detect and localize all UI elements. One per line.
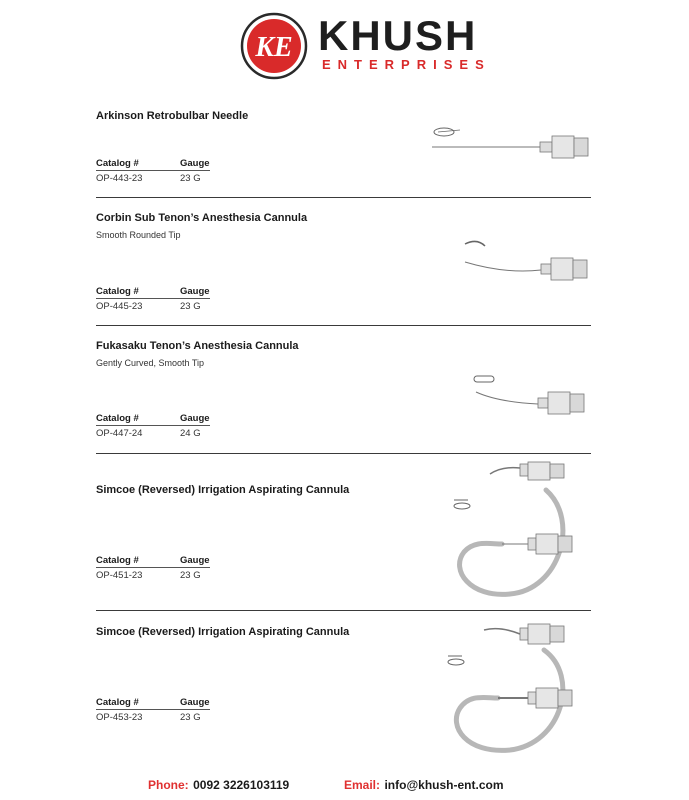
logo-emblem bbox=[240, 12, 308, 80]
product-title: Simcoe (Reversed) Irrigation Aspirating Cannula bbox=[96, 626, 350, 638]
product-title: Simcoe (Reversed) Irrigation Aspirating Cannula bbox=[96, 484, 350, 496]
gauge-header: Gauge bbox=[180, 158, 210, 169]
brand-name: KHUSH bbox=[318, 12, 478, 59]
catalog-number: OP-451-23 bbox=[96, 570, 143, 581]
footer-contact bbox=[0, 772, 689, 792]
section-divider bbox=[96, 325, 591, 326]
cannula-illustration bbox=[455, 236, 600, 286]
catalog-number: OP-453-23 bbox=[96, 712, 143, 723]
spec-values bbox=[96, 428, 210, 440]
product-title: Corbin Sub Tenon’s Anesthesia Cannula bbox=[96, 212, 308, 224]
gauge-value: 24 G bbox=[180, 428, 201, 439]
spec-header bbox=[96, 697, 210, 710]
email-line bbox=[344, 776, 504, 794]
catalog-header: Catalog # bbox=[96, 413, 139, 424]
gauge-value: 23 G bbox=[180, 570, 201, 581]
irrigation-cannula-illustration bbox=[440, 620, 600, 760]
gauge-header: Gauge bbox=[180, 697, 210, 708]
product-title: Fukasaku Tenon’s Anesthesia Cannula bbox=[96, 340, 299, 352]
section-divider bbox=[96, 197, 591, 198]
header bbox=[0, 0, 689, 90]
phone-label: Phone: bbox=[148, 778, 189, 792]
gauge-value: 23 G bbox=[180, 301, 201, 312]
email-address[interactable]: info@khush-ent.com bbox=[384, 778, 504, 792]
gauge-value: 23 G bbox=[180, 712, 201, 723]
spec-values bbox=[96, 570, 210, 582]
catalog-header: Catalog # bbox=[96, 555, 139, 566]
section-divider bbox=[96, 610, 591, 611]
product-subtitle: Smooth Rounded Tip bbox=[96, 230, 181, 240]
gauge-header: Gauge bbox=[180, 555, 210, 566]
catalog-number: OP-443-23 bbox=[96, 173, 143, 184]
irrigation-cannula-illustration bbox=[440, 460, 600, 608]
email-label: Email: bbox=[344, 778, 381, 792]
catalog-number: OP-445-23 bbox=[96, 301, 143, 312]
spec-values bbox=[96, 173, 210, 185]
catalog-number: OP-447-24 bbox=[96, 428, 143, 439]
product-subtitle: Gently Curved, Smooth Tip bbox=[96, 358, 205, 368]
phone-number[interactable]: 0092 3226103119 bbox=[193, 778, 290, 792]
spec-header bbox=[96, 286, 210, 299]
brand-subtitle: ENTERPRISES bbox=[322, 57, 491, 72]
cannula-illustration bbox=[468, 372, 603, 422]
needle-illustration bbox=[430, 122, 600, 162]
catalog-header: Catalog # bbox=[96, 158, 139, 169]
spec-values bbox=[96, 301, 210, 313]
product-title: Arkinson Retrobulbar Needle bbox=[96, 110, 249, 122]
spec-values bbox=[96, 712, 210, 724]
logo-letters: KE bbox=[255, 32, 293, 63]
phone-line bbox=[148, 776, 289, 794]
spec-header bbox=[96, 413, 210, 426]
gauge-header: Gauge bbox=[180, 286, 210, 297]
spec-header bbox=[96, 555, 210, 568]
catalog-header: Catalog # bbox=[96, 697, 139, 708]
spec-header bbox=[96, 158, 210, 171]
gauge-value: 23 G bbox=[180, 173, 201, 184]
catalog-header: Catalog # bbox=[96, 286, 139, 297]
section-divider bbox=[96, 453, 591, 454]
gauge-header: Gauge bbox=[180, 413, 210, 424]
